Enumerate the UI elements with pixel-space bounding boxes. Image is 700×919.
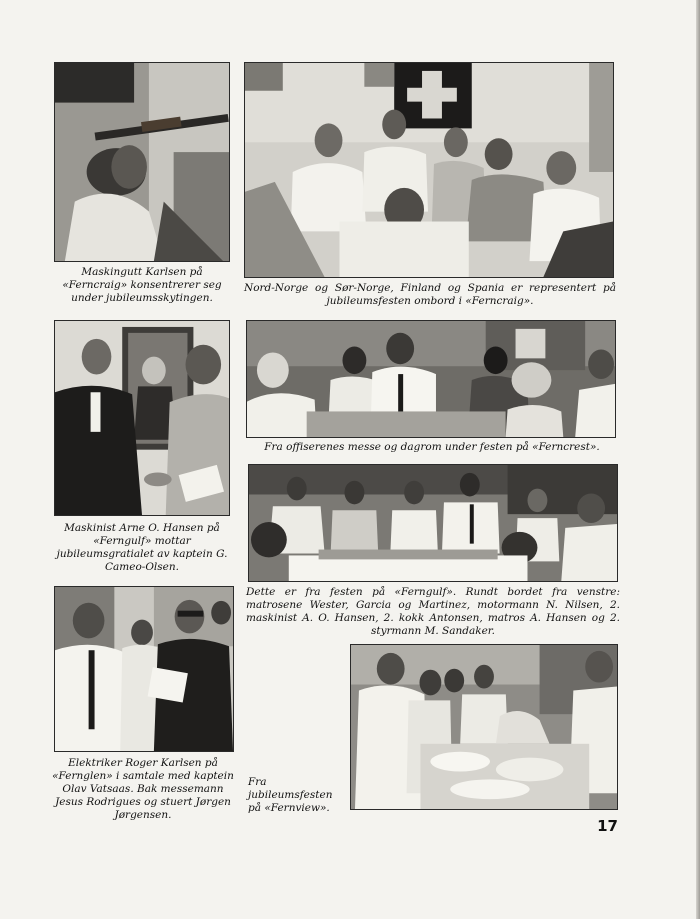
photo-table-ferngulf <box>248 464 618 582</box>
photo-conversation-fernglen <box>54 586 234 752</box>
photo-officers-mess-ferncrest <box>246 320 616 438</box>
page-number: 17 <box>597 817 618 835</box>
caption-conversation: Elektriker Roger Karlsen på «Fernglen» i samtale med kaptein Olav Vatsaas. Bak messemann Jesus Rodrigues og stuert Jørgen Jørgensen. <box>52 757 234 821</box>
photo-buffet-fernview <box>350 644 618 810</box>
photo-handshake-ferngulf <box>54 320 230 516</box>
caption-fernview: Fra jubileumsfesten på «Fernview». <box>248 776 333 814</box>
page-edge-shadow <box>696 0 700 919</box>
caption-group-ferncraig: Nord-Norge og Sør-Norge, Finland og Spania er representert på jubileumsfesten ombord i «Ferncraig». <box>244 282 616 307</box>
caption-officers-mess: Fra offiserenes messe og dagrom under festen på «Ferncrest». <box>264 441 600 453</box>
caption-rifle: Maskingutt Karlsen på «Ferncraig» konsentrerer seg under jubileumsskytingen. <box>62 266 222 304</box>
caption-table-ferngulf: Dette er fra festen på «Ferngulf». Rundt bordet fra venstre: matrosene Wester, Garcia og Martinez, motormann N. Nilsen, 2. maskinist A. O. Hansen, 2. kokk Antonsen, matros A. Hansen og 2. styrmann M. Sandaker. <box>246 586 620 637</box>
photo-group-table-ferncraig <box>244 62 614 278</box>
caption-handshake: Maskinist Arne O. Hansen på «Ferngulf» mottar jubileumsgratialet av kaptein G. Cameo-Olsen. <box>56 522 228 573</box>
photo-rifle-shooting <box>54 62 230 262</box>
